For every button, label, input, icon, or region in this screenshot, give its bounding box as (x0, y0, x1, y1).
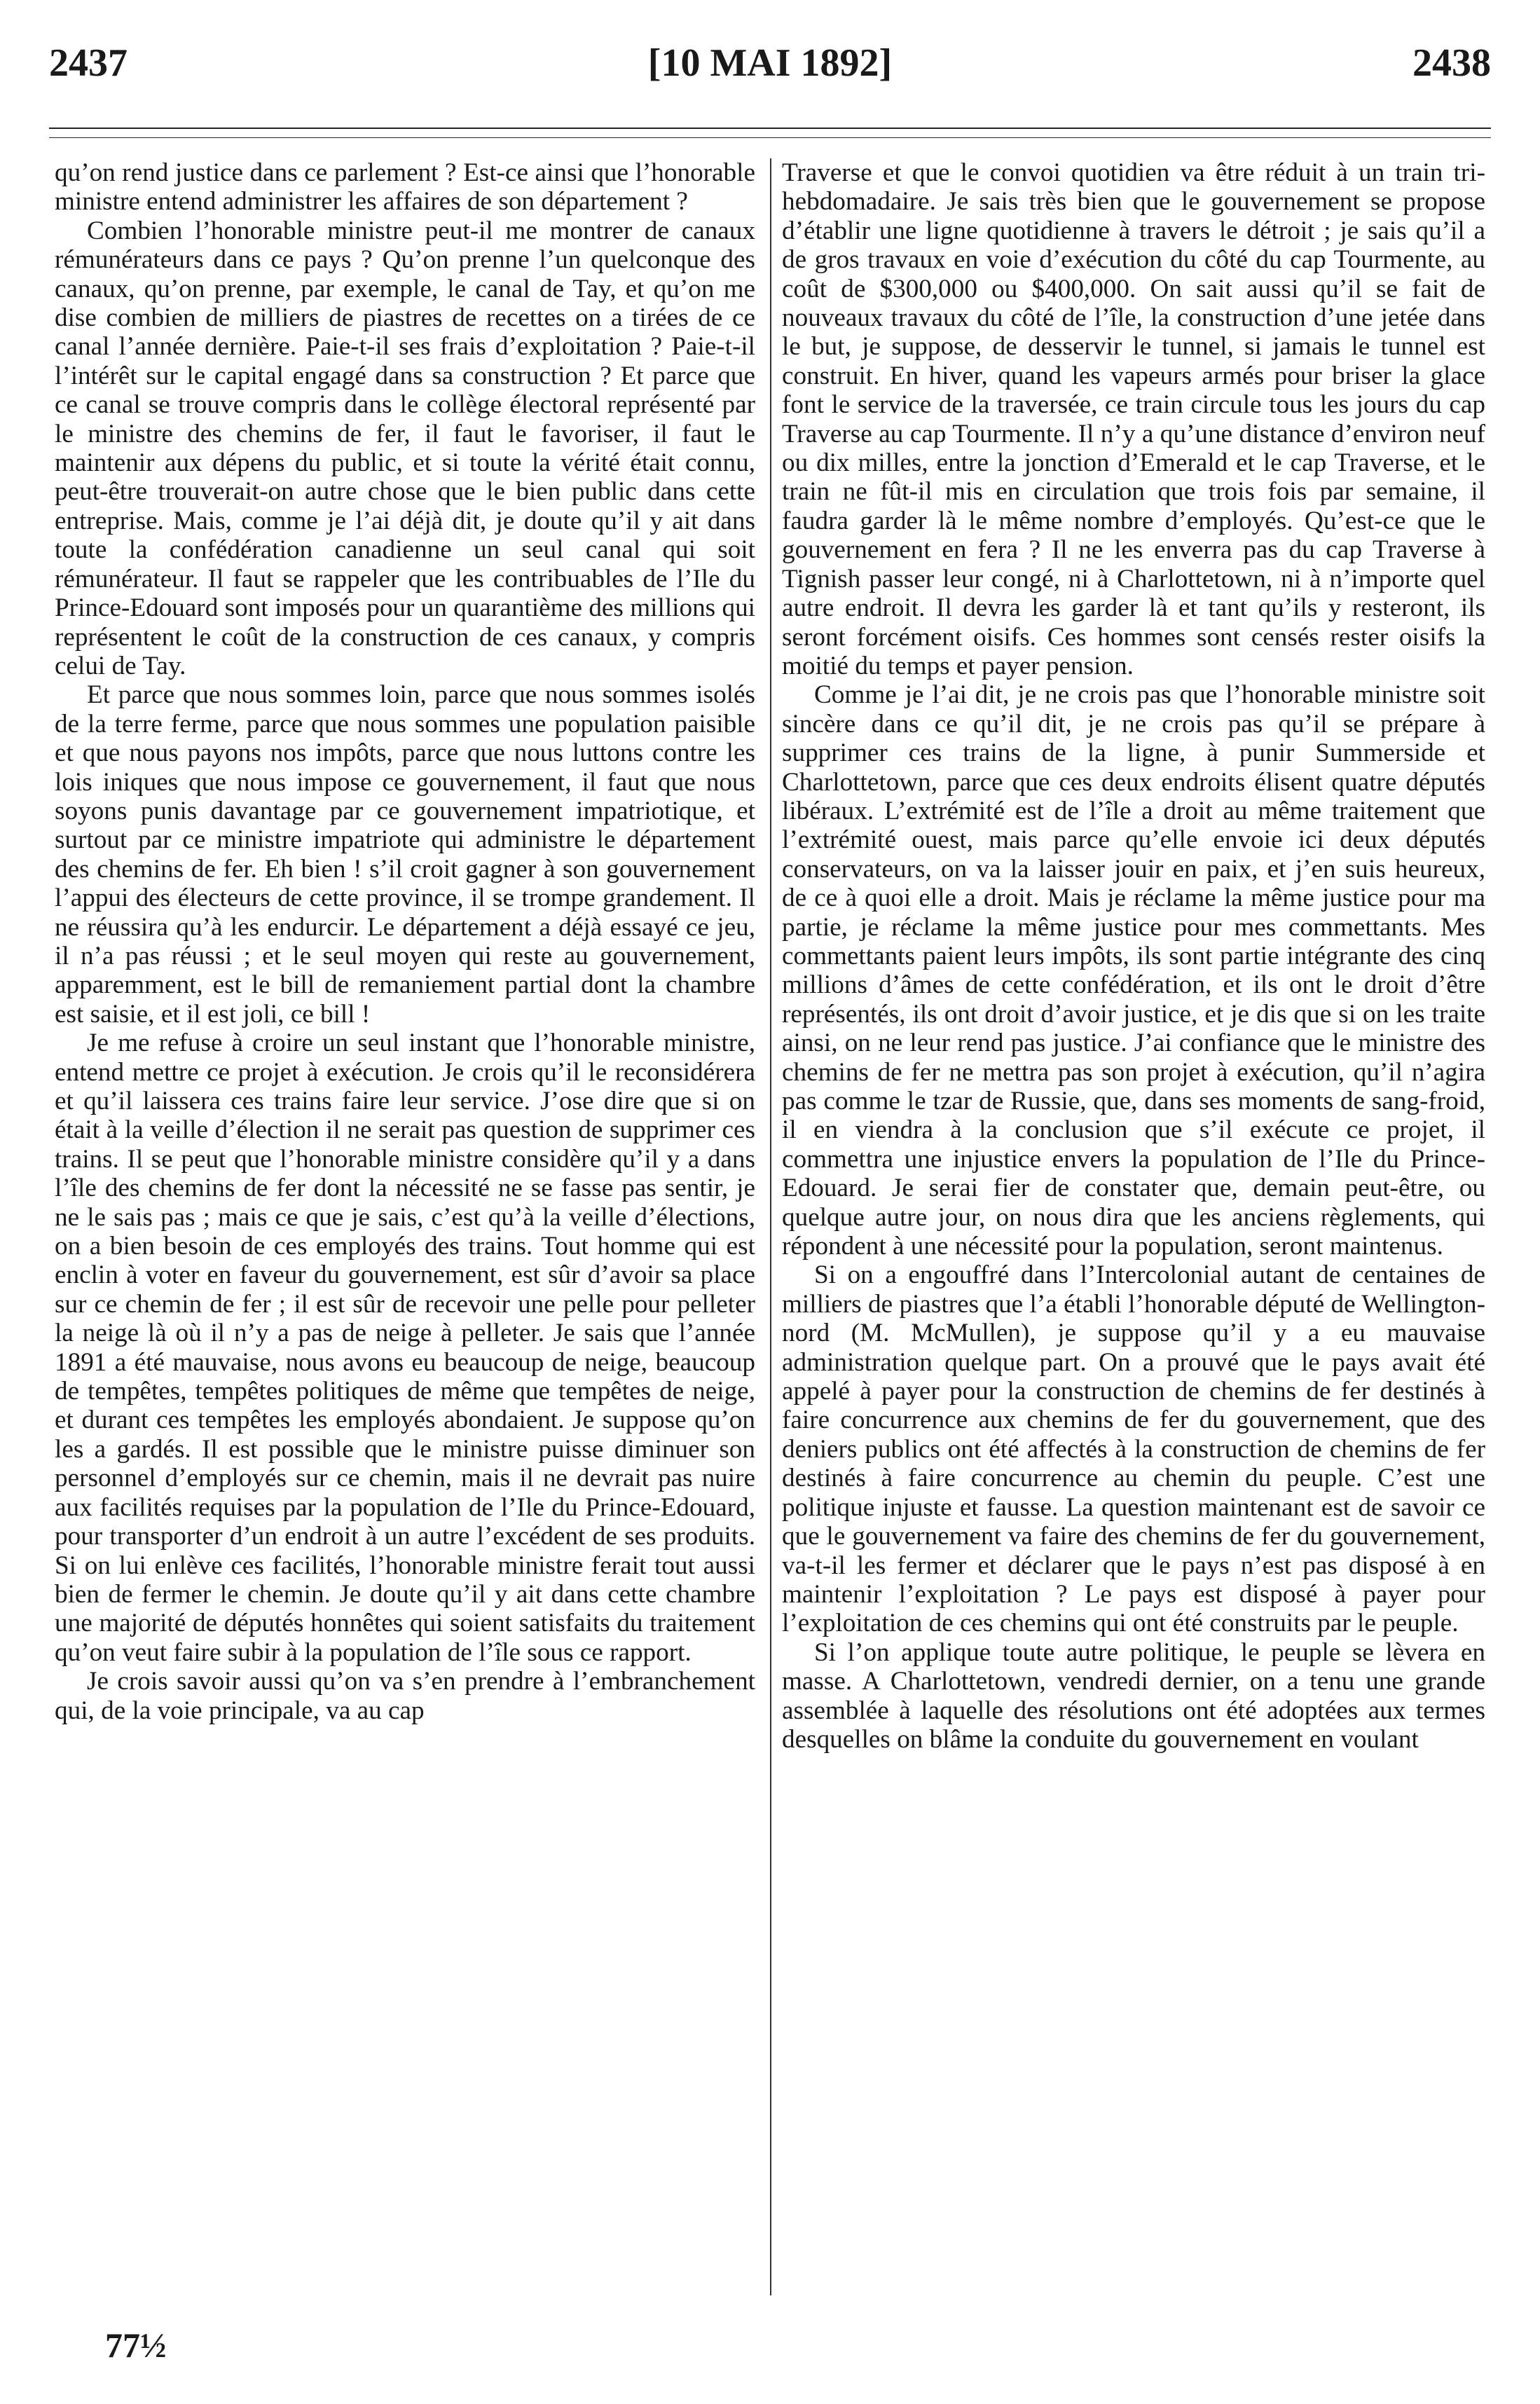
column-divider (770, 158, 771, 2295)
page-number-right: 2438 (1412, 41, 1491, 85)
paragraph: qu’on rend justice dans ce parlement ? Est-ce ainsi que l’honorable ministre entend administrer les affaires de son département ? (55, 158, 755, 217)
paragraph: Combien l’honorable ministre peut-il me montrer de canaux rémunérateurs dans ce pays ? Qu’on prenne l’un quelconque des canaux, qu’on prenne, par exemple, le canal de Tay, et qu’on me dise combien de milliers de piastres de recettes on a tirées de ce canal l’année dernière. Paie-t-il ses frais d’exploitation ? Paie-t-il l’intérêt sur le capital engagé dans sa construction ? Et parce que ce canal se trouve compris dans le collège électoral représenté par le ministre des chemins de fer, il faut le favoriser, il faut le maintenir aux dépens du public, et si toute la vérité était connu, peut-être trouverait-on autre chose que le bien public dans cette entreprise. Mais, comme je l’ai déjà dit, je doute qu’il y ait dans toute la confédération canadienne un seul canal qui soit rémunérateur. Il faut se rappeler que les contribuables de l’Ile du Prince-Edouard sont imposés pour un quarantième des millions qui représentent le coût de la construction de ces canaux, y compris celui de Tay. (55, 216, 755, 680)
header-rule-thick (49, 128, 1491, 129)
page-date: [10 MAI 1892] (647, 41, 893, 85)
header-rule-thin (49, 137, 1491, 138)
right-column (782, 158, 1485, 1754)
paragraph: Traverse et que le convoi quotidien va être réduit à un train tri-hebdomadaire. Je sais très bien que le gouvernement se propose d’établir une ligne quotidienne à travers le détroit ; je sais qu’il a de gros travaux en voie d’exécution du côté du cap Tourmente, au coût de $300,000 ou $400,000. On sait aussi qu’il se fait de nouveaux travaux du côté de l’île, la construction d’une jetée dans le but, je suppose, de desservir le tunnel, si jamais le tunnel est construit. En hiver, quand les vapeurs armés pour briser la glace font le service de la traversée, ce train circule tous les jours du cap Traverse au cap Tourmente. Il n’y a qu’une distance d’environ neuf ou dix milles, entre la jonction d’Emerald et le cap Traverse, et le train ne fût-il mis en circulation que trois fois par semaine, il faudra garder là le même nombre d’employés. Qu’est-ce que le gouvernement en fera ? Il ne les enverra pas du cap Traverse à Tignish passer leur congé, ni à Charlottetown, ni à n’importe quel autre endroit. Il devra les garder là et tant qu’ils y resteront, ils seront forcément oisifs. Ces hommes sont censés rester oisifs la moitié du temps et payer pension. (782, 158, 1485, 680)
paragraph: Et parce que nous sommes loin, parce que nous sommes isolés de la terre ferme, parce que nous sommes une population paisible et que nous payons nos impôts, parce que nous luttons contre les lois iniques que nous impose ce gouvernement, il faut que nous soyons punis davantage par ce gouvernement impatriotique, et surtout par ce ministre impatriote qui administre le département des chemins de fer. Eh bien ! s’il croit gagner à son gouvernement l’appui des électeurs de cette province, il se trompe grandement. Il ne réussira qu’à les endurcir. Le département a déjà essayé ce jeu, il n’a pas réussi ; et le seul moyen qui reste au gouvernement, apparemment, est le bill de remaniement partial dont la chambre est saisie, et il est joli, ce bill ! (55, 680, 755, 1029)
left-column (55, 158, 755, 1725)
signature-mark: 77½ (105, 2326, 167, 2365)
paragraph: Je crois savoir aussi qu’on va s’en prendre à l’embranchement qui, de la voie principale, va au cap (55, 1667, 755, 1725)
paragraph: Je me refuse à croire un seul instant que l’honorable ministre, entend mettre ce projet à exécution. Je crois qu’il le reconsidérera et qu’il laissera ces trains faire leur service. J’ose dire que si on était à la veille d’élection il ne serait pas question de supprimer ces trains. Il se peut que l’honorable ministre considère qu’il y a dans l’île des chemins de fer dont la nécessité ne se fasse pas sentir, je ne le sais pas ; mais ce que je sais, c’est qu’à la veille d’élections, on a bien besoin de ces employés des trains. Tout homme qui est enclin à voter en faveur du gouvernement, est sûr d’avoir sa place sur ce chemin de fer ; il est sûr de recevoir une pelle pour pelleter la neige là où il n’y a pas de neige à pelleter. Je sais que l’année 1891 a été mauvaise, nous avons eu beaucoup de neige, beaucoup de tempêtes, tempêtes politiques de même que tempêtes de neige, et durant ces tempêtes les employés abondaient. Je suppose qu’on les a gardés. Il est possible que le ministre puisse diminuer son personnel d’employés sur ce chemin, mais il ne devrait pas nuire aux facilités requises par la population de l’Ile du Prince-Edouard, pour transporter d’un endroit à un autre l’excédent de ses produits. Si on lui enlève ces facilités, l’honorable ministre ferait tout aussi bien de fermer le chemin. Je doute qu’il y ait dans cette chambre une majorité de députés honnêtes qui soient satisfaits du traitement qu’on veut faire subir à la population de l’île sous ce rapport. (55, 1029, 755, 1667)
paragraph: Si on a engouffré dans l’Intercolonial autant de centaines de milliers de piastres que l’a établi l’honorable député de Wellington-nord (M. McMullen), je suppose qu’il y a eu mauvaise administration quelque part. On a prouvé que le pays avait été appelé à payer pour la construction de chemins de fer destinés à faire concurrence aux chemins de fer du gouvernement, que des deniers publics ont été affectés à la construction de chemins de fer destinés à faire concurrence au chemin du peuple. C’est une politique injuste et fausse. La question maintenant est de savoir ce que le gouvernement va faire des chemins de fer du gouvernement, va-t-il les fermer et déclarer que le pays n’est pas disposé à en maintenir l’exploitation ? Le pays est disposé à payer pour l’exploitation de ces chemins qui ont été construits par le peuple. (782, 1261, 1485, 1638)
page-number-left: 2437 (49, 41, 128, 85)
paragraph: Comme je l’ai dit, je ne crois pas que l’honorable ministre soit sincère dans ce qu’il dit, je ne crois pas qu’il se prépare à supprimer ces trains de la ligne, à punir Summerside et Charlottetown, parce que ces deux endroits élisent quatre députés libéraux. L’extrémité est de l’île a droit au même traitement que l’extrémité ouest, mais parce qu’elle envoie ici deux députés conservateurs, on va la laisser jouir en paix, et j’en suis heureux, de ce à quoi elle a droit. Mais je réclame la même justice pour ma partie, je réclame la même justice pour mes commettants. Mes commettants paient leurs impôts, ils sont partie intégrante des cinq millions d’âmes de cette confédération, et ils ont le droit d’être représentés, ils ont droit d’avoir justice, et je dis que si on les traite ainsi, on ne leur rend pas justice. J’ai confiance que le ministre des chemins de fer ne mettra pas son projet à exécution, qu’il n’agira pas comme le tzar de Russie, que, dans ses moments de sang-froid, il en viendra à la conclusion que s’il exécute ce projet, il commettra une injustice envers la population de l’Ile du Prince-Edouard. Je serai fier de constater que, demain peut-être, ou quelque autre jour, on nous dira que les anciens règlements, qui répondent à une nécessité pour la population, seront maintenus. (782, 680, 1485, 1261)
page-header (49, 27, 1491, 90)
paragraph: Si l’on applique toute autre politique, le peuple se lèvera en masse. A Charlottetown, vendredi dernier, on a tenu une grande assemblée à laquelle des résolutions ont été adoptées aux termes desquelles on blâme la conduite du gouvernement en voulant (782, 1637, 1485, 1754)
